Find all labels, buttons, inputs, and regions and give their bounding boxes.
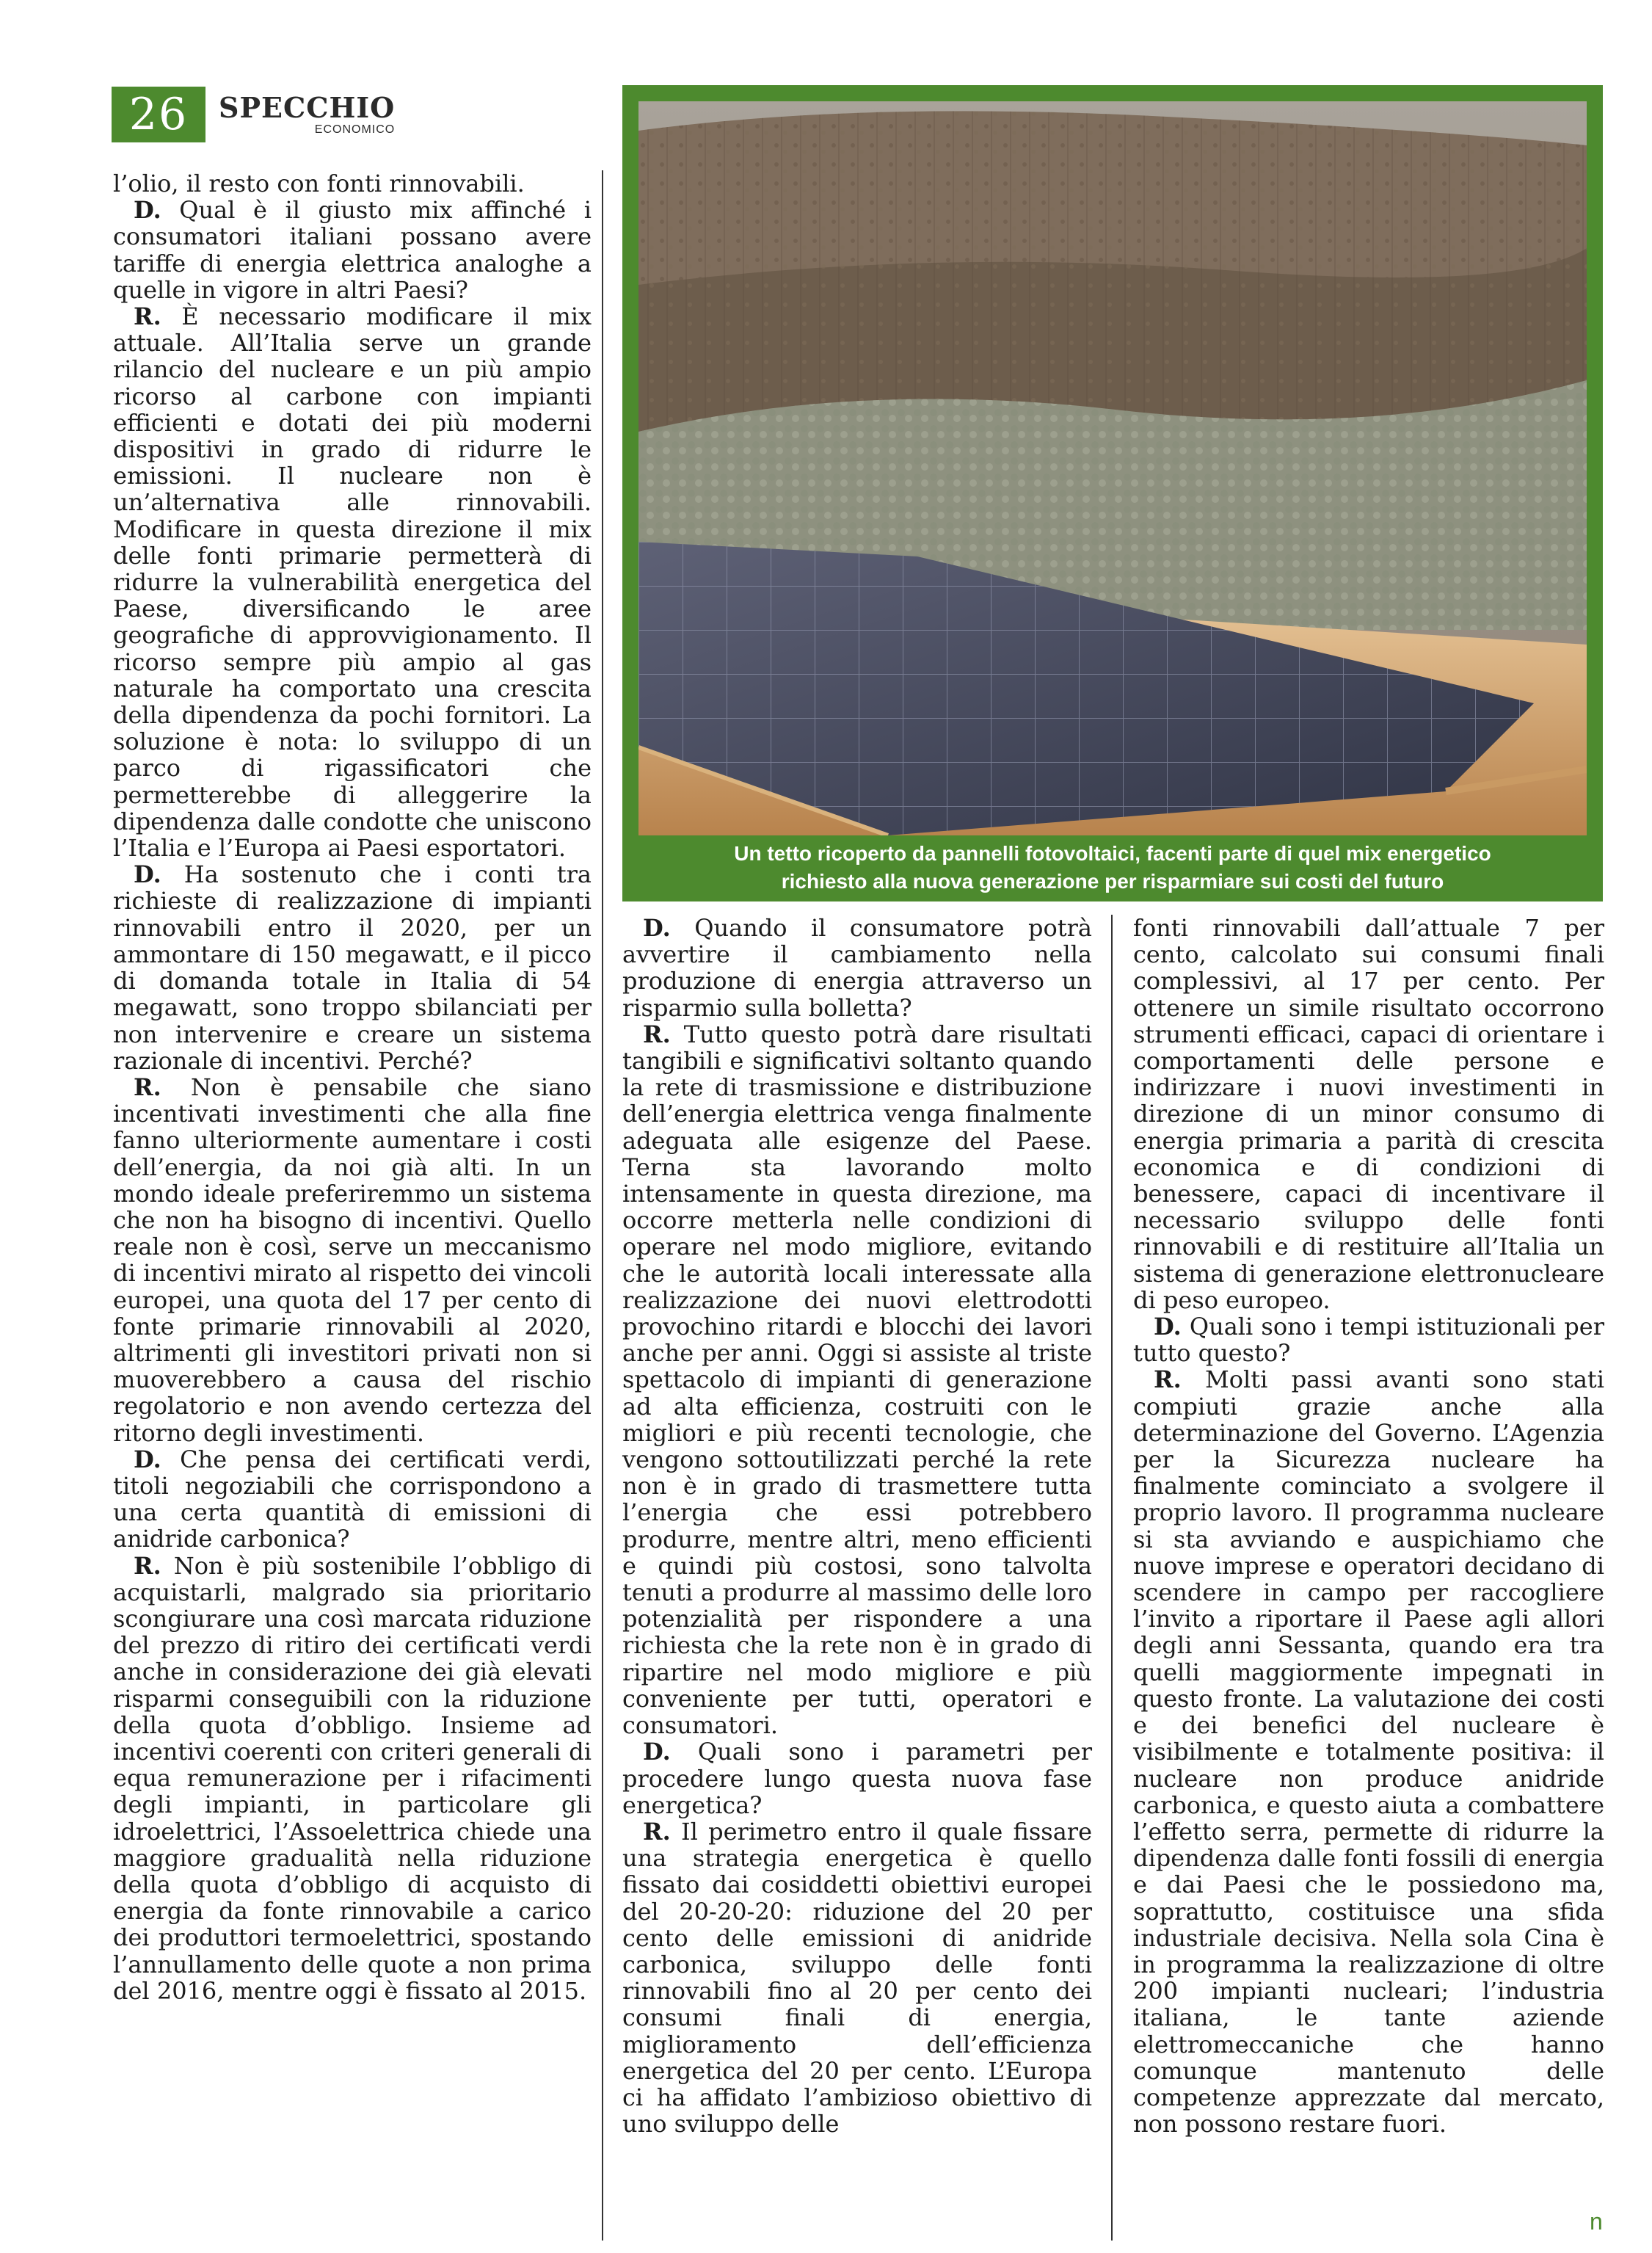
masthead [219, 90, 396, 136]
question-label: D. [134, 196, 161, 225]
paragraph-text: fonti rinnovabili dall’attuale 7 per cento, calcolato sui consumi finali complessivi, al 17 per cento. Per ottenere un simile risultato occorrono strumenti efficaci, capaci di orientare i comportamenti delle persone e indirizzare i nuovi investimenti in direzione di un minor consumo di energia primaria a parità di crescita economica e di condizioni di benessere, capaci di incentivare il necessario sviluppo delle fonti rinnovabili e di restituire all’Italia un sistema di generazione elettronucleare di peso europeo. [1133, 914, 1604, 1314]
caption-line-1: Un tetto ricoperto da pannelli fotovoltaici, facenti parte di quel mix energetico [734, 842, 1491, 865]
answer-label: R. [643, 1817, 671, 1846]
paragraph [113, 170, 592, 197]
answer-label: R. [134, 1073, 161, 1101]
question [113, 197, 592, 303]
page-number: 26 [112, 87, 205, 142]
article-column-3 [1133, 915, 1604, 2137]
paragraph-text: Quali sono i tempi istituzionali per tutto questo? [1133, 1313, 1604, 1368]
caption-line-2: richiesto alla nuova generazione per risparmiare sui costi del futuro [781, 870, 1444, 893]
question [622, 915, 1092, 1021]
solar-panels-photo [638, 101, 1587, 835]
paragraph-text: Il perimetro entro il quale fissare una strategia energetica è quello fissato dai cosiddetti obiettivi europei del 20-20-20: riduzione del 20 per cento delle emissioni di anidride carbonica, sviluppo delle fonti rinnovabili fino al 20 per cento dei consumi finali di energia, miglioramento dell’efficienza energetica del 20 per cento. L’Europa ci ha affidato l’ambizioso obiettivo di uno sviluppo delle [622, 1817, 1092, 2138]
end-of-article-mark: n [1590, 2208, 1603, 2235]
masthead-title: SPECCHIO [219, 90, 396, 124]
answer [622, 1818, 1092, 2137]
paragraph [1133, 915, 1604, 1313]
article-column-1 [113, 170, 592, 2004]
photo-caption [638, 837, 1587, 899]
answer [113, 1553, 592, 2004]
paragraph-text: Quali sono i parametri per procedere lungo questa nuova fase energetica? [622, 1738, 1092, 1819]
answer-label: R. [1154, 1365, 1182, 1394]
article-column-2 [622, 915, 1092, 2137]
paragraph-text: Quando il consumatore potrà avvertire il cambiamento nella produzione di energia attraverso un risparmio sulla bolletta? [622, 914, 1092, 1022]
photo-frame [622, 85, 1603, 901]
paragraph-text: Tutto questo potrà dare risultati tangibili e significativi soltanto quando la rete di trasmissione e distribuzione dell’energia elettrica venga finalmente adeguata alle esigenze del Paese. Terna sta lavorando molto intensamente in questa direzione, ma occorre metterla nelle condizioni di operare nel modo migliore, evitando che le autorità locali interessate alla realizzazione dei nuovi elettrodotti provochino ritardi e blocchi dei lavori anche per anni. Oggi si assiste al triste spettacolo di impianti di generazione ad alta efficienza, costruiti con le migliori e più recenti tecnologie, che vengono sottoutilizzati perché la rete non è in grado di trasmettere tutta l’energia che essi potrebbero produrre, mentre altri, meno efficienti e quindi più costosi, sono talvolta tenuti a produrre al massimo delle loro potenzialità per rispondere a una richiesta che la rete non è in grado di ripartire nel modo migliore e più conveniente per tutti, operatori e consumatori. [622, 1020, 1092, 1740]
paragraph-text: Molti passi avanti sono stati compiuti grazie anche alla determinazione del Governo. L’Agenzia per la Sicurezza nucleare ha finalmente cominciato a svolgere il proprio lavoro. Il programma nucleare si sta avviando e auspichiamo che nuove imprese e operatori decidano di scendere in campo per raccogliere l’invito a riportare il Paese agli allori degli anni Sessanta, quando era tra quelli maggiormente impegnati in questo fronte. La valutazione dei costi e dei benefici del nucleare è visibilmente e totalmente positiva: il nucleare non produce anidride carbonica, e questo aiuta a combattere l’effetto serra, permette di ridurre la dipendenza dalle fonti fossili di energia e dai Paesi che le possiedono ma, soprattutto, costituisce una sfida industriale decisiva. Nella sola Cina è in programma la realizzazione di oltre 200 impianti nucleari; l’industria italiana, le tante aziende elettromeccaniche che hanno comunque mantenuto delle competenze apprezzate dal mercato, non possono restare fuori. [1133, 1365, 1604, 2138]
question-label: D. [134, 860, 161, 889]
question [113, 1446, 592, 1553]
paragraph-text: È necessario modificare il mix attuale. All’Italia serve un grande rilancio del nucleare e un più ampio ricorso al carbone con impianti efficienti e dotati dei più moderni dispositivi in grado di ridurre le emissioni. Il nucleare non è un’alternativa alle rinnovabili. Modificare in questa direzione il mix delle fonti primarie permetterà di ridurre la vulnerabilità energetica del Paese, diversificando le aree geografiche di approvvigionamento. Il ricorso sempre più ampio al gas naturale ha comportato una crescita della dipendenza da pochi fornitori. La soluzione è nota: lo sviluppo di un parco di rigassificatori che permetterebbe di alleggerire la dipendenza dalle condotte che uniscono l’Italia e l’Europa ai Paesi esportatori. [113, 302, 592, 863]
answer [1133, 1366, 1604, 2137]
solar-roof-illustration [638, 101, 1587, 835]
question [1133, 1313, 1604, 1366]
paragraph-text: Che pensa dei certificati verdi, titoli negoziabili che corrispondono a una certa quantità di emissioni di anidride carbonica? [113, 1445, 592, 1553]
masthead-subtitle: ECONOMICO [314, 123, 396, 136]
paragraph-text: Ha sostenuto che i conti tra richieste di realizzazione di impianti rinnovabili entro il 2020, per un ammontare di 150 megawatt, e il picco di domanda totale in Italia di 54 megawatt, sono troppo sbilanciati per non intervenire e creare un sistema razionale di incentivi. Perché? [113, 860, 592, 1075]
paragraph-text: l’olio, il resto con fonti rinnovabili. [113, 170, 525, 197]
question [113, 861, 592, 1074]
paragraph-text: Non è pensabile che siano incentivati investimenti che alla fine fanno ulteriormente aumentare i costi dell’energia, da noi già alti. In un mondo ideale preferiremmo un sistema che non ha bisogno di incentivi. Quello reale non è così, serve un meccanismo di incentivi mirato al rispetto dei vincoli europei, una quota del 17 per cento di fonte primarie rinnovabili al 2020, altrimenti gli investitori privati non si muoverebbero a causa del rischio regolatorio e non avendo certezza del ritorno degli investimenti. [113, 1073, 592, 1447]
question-label: D. [643, 1738, 671, 1766]
answer-label: R. [643, 1020, 671, 1048]
column-rule-1 [602, 170, 603, 2241]
column-rule-2 [1111, 915, 1113, 2241]
paragraph-text: Non è più sostenibile l’obbligo di acquistarli, malgrado sia prioritario scongiurare una così marcata riduzione del prezzo di ritiro dei certificati verdi anche in considerazione dei già elevati risparmi conseguibili con la riduzione della quota d’obbligo. Insieme ad incentivi coerenti con criteri generali di equa remunerazione per i rifacimenti degli impianti, in particolare gli idroelettrici, l’Assoelettrica chiede una maggiore gradualità nella riduzione della quota d’obbligo di acquisto di energia da fonte rinnovabile a carico dei produttori termoelettrici, spostando l’annullamento delle quote a non prima del 2016, mentre oggi è fissato al 2015. [113, 1551, 592, 2005]
question-label: D. [134, 1445, 161, 1473]
question [622, 1738, 1092, 1818]
page-header [112, 87, 395, 142]
answer-label: R. [134, 1551, 161, 1580]
answer [113, 303, 592, 861]
question-label: D. [643, 914, 671, 942]
answer [113, 1074, 592, 1446]
answer [622, 1021, 1092, 1738]
question-label: D. [1154, 1313, 1182, 1341]
paragraph-text: Qual è il giusto mix affinché i consumatori italiani possano avere tariffe di energia elettrica analoghe a quelle in vigore in altri Paesi? [113, 196, 592, 304]
answer-label: R. [134, 302, 161, 331]
